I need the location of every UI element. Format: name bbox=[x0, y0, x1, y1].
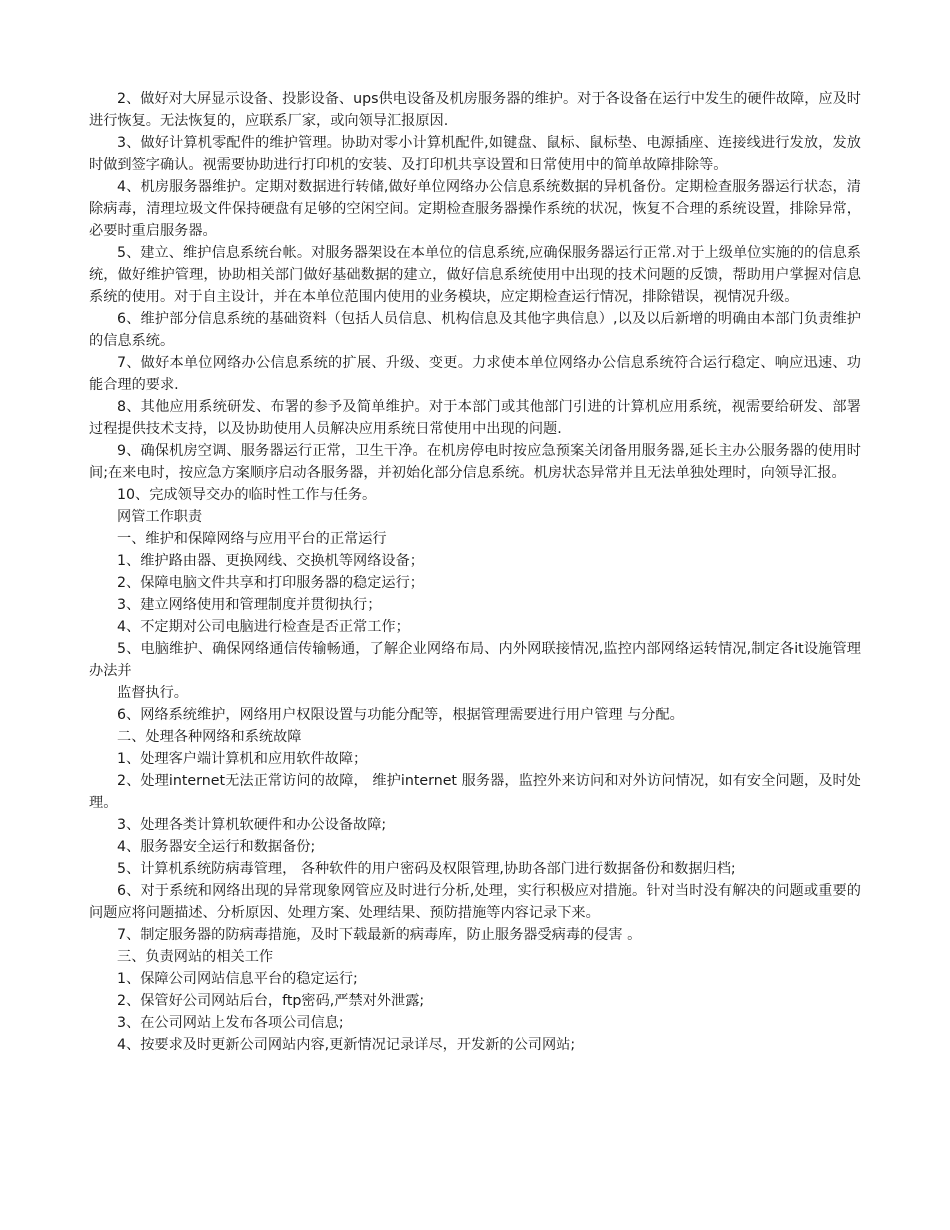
duty-item: 4、按要求及时更新公司网站内容,更新情况记录详尽，开发新的公司网站; bbox=[117, 1037, 576, 1053]
paragraph-item-5: 5、建立、维护信息系统台帐。对服务器架设在本单位的信息系统,应确保服务器运行正常.对于上级单位实施的的信息系统，做好维护管理，协助相关部门做好基础数据的建立，做好信息系统使用中出现的技术问题的反馈，帮助用户掌握对信息系统的使用。对于自主设计，并在本单位范围内使用的业务模块，应定期检查运行情况，排除错误，视情况升级。 bbox=[89, 245, 861, 305]
paragraph-item-2: 2、做好对大屏显示设备、投影设备、ups供电设备及机房服务器的维护。对于各设备在运行中发生的硬件故障，应及时进行恢复。无法恢复的，应联系厂家，或向领导汇报原因. bbox=[89, 91, 861, 129]
duty-item: 2、保管好公司网站后台，ftp密码,严禁对外泄露; bbox=[117, 993, 425, 1009]
paragraph-item-7: 7、做好本单位网络办公信息系统的扩展、升级、变更。力求使本单位网络办公信息系统符合运行稳定、响应迅速、功能合理的要求. bbox=[89, 355, 861, 393]
duty-item: 2、处理internet无法正常访问的故障， 维护internet 服务器，监控外来访问和对外访问情况，如有安全问题，及时处理。 bbox=[89, 773, 861, 811]
subsection-heading-1: 一、维护和保障网络与应用平台的正常运行 bbox=[117, 531, 387, 547]
duty-item: 5、电脑维护、确保网络通信传输畅通，了解企业网络布局、内外网联接情况,监控内部网络运转情况,制定各it设施管理办法并 bbox=[89, 641, 861, 679]
duty-item: 3、处理各类计算机软硬件和办公设备故障; bbox=[117, 817, 387, 833]
duty-item: 1、保障公司网站信息平台的稳定运行; bbox=[117, 971, 358, 987]
paragraph-item-4: 4、机房服务器维护。定期对数据进行转储,做好单位网络办公信息系统数据的异机备份。定期检查服务器运行状态，清除病毒，清理垃圾文件保持硬盘有足够的空闲空间。定期检查服务器操作系统的状况，恢复不合理的系统设置，排除异常，必要时重启服务器。 bbox=[89, 179, 861, 239]
paragraph-item-6: 6、维护部分信息系统的基础资料（包括人员信息、机构信息及其他字典信息）,以及以后新增的明确由本部门负责维护的信息系统。 bbox=[89, 311, 861, 349]
duty-item: 6、对于系统和网络出现的异常现象网管应及时进行分析,处理，实行积极应对措施。针对当时没有解决的问题或重要的问题应将问题描述、分析原因、处理方案、处理结果、预防措施等内容记录下来。 bbox=[89, 883, 861, 921]
duty-item: 5、计算机系统防病毒管理， 各种软件的用户密码及权限管理,协助各部门进行数据备份和数据归档; bbox=[117, 861, 736, 877]
duty-item: 7、制定服务器的防病毒措施，及时下载最新的病毒库，防止服务器受病毒的侵害 。 bbox=[117, 927, 642, 943]
duty-item: 6、网络系统维护，网络用户权限设置与功能分配等，根据管理需要进行用户管理 与分配。 bbox=[117, 707, 684, 723]
duty-item-continuation: 监督执行。 bbox=[117, 685, 188, 701]
duty-item: 4、服务器安全运行和数据备份; bbox=[117, 839, 316, 855]
duty-item: 2、保障电脑文件共享和打印服务器的稳定运行； bbox=[117, 575, 424, 591]
paragraph-item-10: 10、完成领导交办的临时性工作与任务。 bbox=[117, 487, 377, 503]
paragraph-item-3: 3、做好计算机零配件的维护管理。协助对零小计算机配件,如键盘、鼠标、鼠标垫、电源插座、连接线进行发放，发放时做到签字确认。视需要协助进行打印机的安装、及打印机共享设置和日常使用中的简单故障排除等。 bbox=[89, 135, 861, 173]
subsection-heading-3: 三、负责网站的相关工作 bbox=[117, 949, 274, 965]
paragraph-item-8: 8、其他应用系统研发、布署的参予及简单维护。对于本部门或其他部门引进的计算机应用系统，视需要给研发、部署过程提供技术支持，以及协助使用人员解决应用系统日常使用中出现的问题. bbox=[89, 399, 861, 437]
duty-item: 1、处理客户端计算机和应用软件故障； bbox=[117, 751, 368, 767]
paragraph-item-9: 9、确保机房空调、服务器运行正常，卫生干净。在机房停电时按应急预案关闭备用服务器,延长主办公服务器的使用时间;在来电时，按应急方案顺序启动各服务器，并初始化部分信息系统。机房状态异常并且无法单独处理时，向领导汇报。 bbox=[89, 443, 861, 481]
duty-item: 3、建立网络使用和管理制度并贯彻执行； bbox=[117, 597, 382, 613]
duty-item: 3、在公司网站上发布各项公司信息; bbox=[117, 1015, 344, 1031]
duty-item: 1、维护路由器、更换网线、交换机等网络设备； bbox=[117, 553, 424, 569]
section-heading: 网管工作职责 bbox=[117, 509, 203, 525]
duty-item: 4、不定期对公司电脑进行检查是否正常工作； bbox=[117, 619, 410, 635]
document-page bbox=[89, 88, 861, 1056]
subsection-heading-2: 二、处理各种网络和系统故障 bbox=[117, 729, 302, 745]
